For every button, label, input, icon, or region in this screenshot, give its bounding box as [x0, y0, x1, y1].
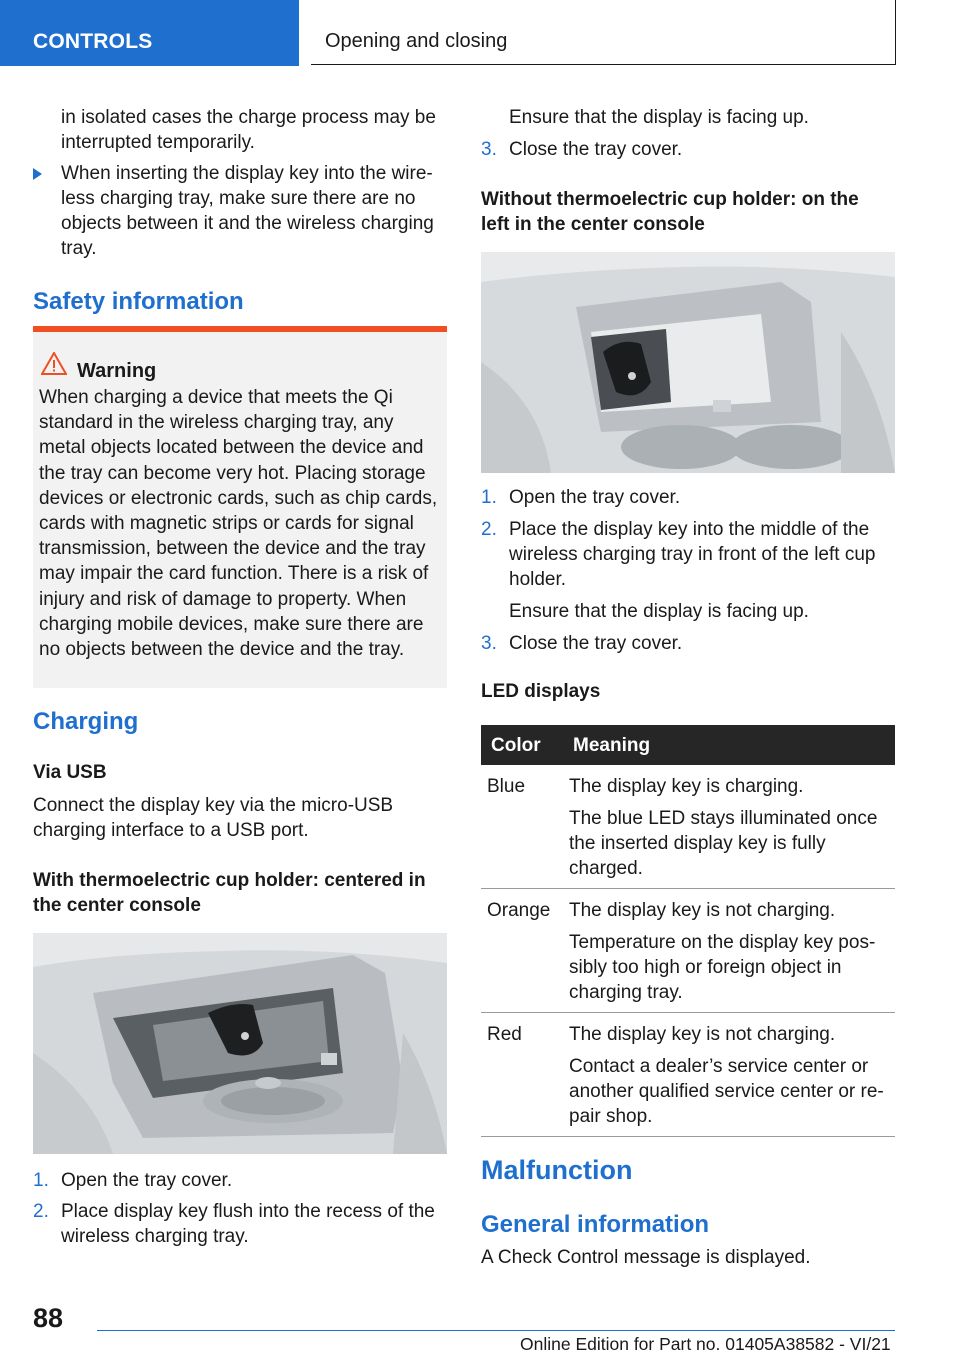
- step-continued-text: Ensure that the display is facing up.: [509, 601, 809, 622]
- triangle-bullet-icon: [33, 168, 42, 180]
- step-text: Open the tray cover.: [509, 487, 681, 508]
- thermo-step-1: [33, 1168, 443, 1193]
- chapter-title: Opening and closing: [325, 30, 508, 52]
- left-step-2: [481, 517, 891, 624]
- chapter-tab: [311, 0, 896, 65]
- thermo-heading: With thermoelectric cup holder: centered in the center console: [33, 870, 426, 916]
- charging-heading: Charging: [33, 708, 139, 735]
- step-text: Close the tray cover.: [509, 633, 683, 654]
- column-header-color: Color: [481, 725, 563, 765]
- table-row: [481, 1013, 895, 1137]
- warning-triangle-icon: [41, 352, 67, 375]
- meaning-cell: [563, 1013, 895, 1137]
- photo-illustration: [481, 252, 895, 473]
- led-heading: LED displays: [481, 681, 601, 702]
- left-step-1: [481, 485, 891, 510]
- via-usb-text: Connect the display key via the micro-USB charging interface to a USB port.: [33, 795, 394, 841]
- color-cell: Red: [481, 1013, 563, 1137]
- step-text: Open the tray cover.: [61, 1170, 233, 1191]
- edition-note: Online Edition for Part no. 01405A38582 - VI/21: [520, 1334, 891, 1354]
- meaning-detail: Contact a dealer’s service center or another qualified service center or re‐pair shop.: [569, 1056, 884, 1127]
- photo-illustration: [33, 933, 447, 1154]
- step-number: 3.: [481, 633, 497, 654]
- warning-title: Warning: [77, 360, 157, 382]
- page-number: 88: [33, 1303, 64, 1333]
- left-step-3: [481, 631, 891, 656]
- table-row: [481, 889, 895, 1013]
- step-number: 2.: [481, 519, 497, 540]
- top-step-3: [481, 137, 891, 162]
- step-number: 1.: [481, 487, 497, 508]
- warning-box: [33, 326, 447, 688]
- meaning-detail: Temperature on the display key pos‐sibly too high or foreign object in charging tray.: [569, 932, 876, 1003]
- step-number: 1.: [33, 1170, 49, 1191]
- meaning-cell: [563, 889, 895, 1013]
- table-row: [481, 765, 895, 889]
- color-cell: Orange: [481, 889, 563, 1013]
- no-thermo-heading: Without thermoelectric cup holder: on the left in the center console: [481, 189, 859, 235]
- column-header-meaning: Meaning: [563, 725, 895, 765]
- bullet-item: [33, 161, 443, 261]
- meaning-line: The display key is charging.: [569, 776, 804, 797]
- general-info-heading: General information: [481, 1211, 710, 1238]
- step-text: Close the tray cover.: [509, 139, 683, 160]
- section-title: CONTROLS: [33, 30, 153, 53]
- step-number: 3.: [481, 139, 497, 160]
- meaning-line: The display key is not charging.: [569, 900, 836, 921]
- led-table: [481, 725, 895, 1137]
- general-info-text: A Check Control message is displayed.: [481, 1247, 811, 1268]
- bullet-text: When inserting the display key into the wire‐less charging tray, make sure there are no objects between it and the wireless charging tray.: [61, 163, 434, 259]
- thermo-step-2: [33, 1199, 443, 1249]
- center-console-photo-left: [481, 252, 895, 473]
- table-header-row: [481, 725, 895, 765]
- footer-divider: [97, 1330, 895, 1331]
- step-text: Place display key flush into the recess of the wireless charging tray.: [61, 1201, 435, 1247]
- step-text: Place the display key into the middle of the wireless charging tray in front of the left cup holder.: [509, 519, 876, 590]
- malfunction-heading: Malfunction: [481, 1155, 633, 1185]
- step-number: 2.: [33, 1201, 49, 1222]
- meaning-detail: The blue LED stays illuminated once the inserted display key is fully charged.: [569, 808, 878, 879]
- safety-heading: Safety information: [33, 288, 244, 315]
- color-cell: Blue: [481, 765, 563, 889]
- meaning-cell: [563, 765, 895, 889]
- intro-paragraph: in isolated cases the charge process may be interrupted temporarily.: [61, 107, 436, 153]
- meaning-line: The display key is not charging.: [569, 1024, 836, 1045]
- section-tab: [0, 0, 299, 66]
- center-console-photo-thermo: [33, 933, 447, 1154]
- warning-text: When charging a device that meets the Qi standard in the wireless charging tray, any metal objects located between the device and the tray can become very hot. Placing storage devices or electronic cards, such as chip cards, cards with magnetic strips or cards for signal transmission, between the device and the tray may impair the card function. There is a risk of injury and risk of damage to property. When charging mobile devices, make sure there are no objects between the device and the tray.: [39, 387, 438, 661]
- via-usb-heading: Via USB: [33, 762, 107, 783]
- continued-text: Ensure that the display is facing up.: [509, 107, 809, 128]
